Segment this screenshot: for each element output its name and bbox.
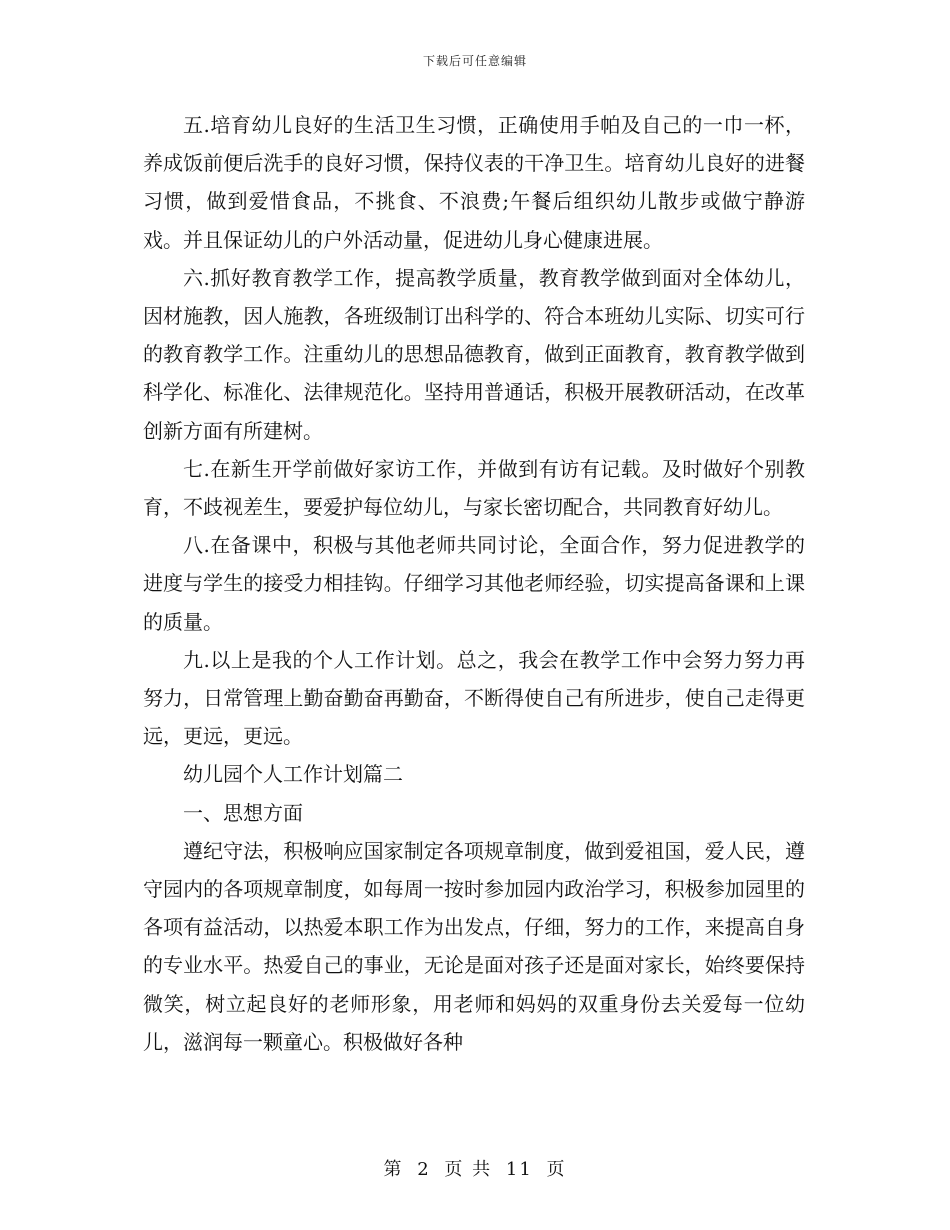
paragraph-6: 六.抓好教育教学工作，提高教学质量，教育教学做到面对全体幼儿，因材施教，因人施教，各班级制订出科学的、符合本班幼儿实际、切实可行的教育教学工作。注重幼儿的思想品德教育，做到正面教育，教育教学做到科学化、标准化、法律规范化。坚持用普通话，积极开展教研活动，在改革创新方面有所建树。 bbox=[143, 265, 805, 443]
footer-middle: 页 共 bbox=[444, 1159, 493, 1180]
section-title: 幼儿园个人工作计划篇二 bbox=[183, 762, 403, 787]
page-footer bbox=[0, 1155, 950, 1181]
paragraph-8: 八.在备课中，积极与其他老师共同讨论，全面合作，努力促进教学的进度与学生的接受力相挂钩。仔细学习其他老师经验，切实提高备课和上课的质量。 bbox=[143, 533, 805, 634]
footer-suffix: 页 bbox=[546, 1159, 567, 1180]
paragraph-thought: 遵纪守法，积极响应国家制定各项规章制度，做到爱祖国，爱人民，遵守园内的各项规章制度，如每周一按时参加园内政治学习，积极参加园里的各项有益活动，以热爱本职工作为出发点，仔细，努力的工作，来提高自身的专业水平。热爱自己的事业，无论是面对孩子还是面对家长，始终要保持微笑，树立起良好的老师形象，用老师和妈妈的双重身份去关爱每一位幼儿，滋润每一颗童心。积极做好各种 bbox=[143, 838, 805, 1054]
paragraph-5: 五.培育幼儿良好的生活卫生习惯，正确使用手帕及自己的一巾一杯，养成饭前便后洗手的良好习惯，保持仪表的干净卫生。培育幼儿良好的进餐习惯，做到爱惜食品，不挑食、不浪费;午餐后组织幼儿散步或做宁静游戏。并且保证幼儿的户外活动量，促进幼儿身心健康进展。 bbox=[143, 113, 805, 252]
document-body bbox=[143, 106, 805, 1061]
paragraph-7: 七.在新生开学前做好家访工作，并做到有访有记载。及时做好个别教育，不歧视差生，要爱护每位幼儿，与家长密切配合，共同教育好幼儿。 bbox=[143, 456, 805, 520]
page-number: 2 bbox=[417, 1159, 431, 1180]
page-header: 下载后可任意编辑 bbox=[422, 54, 527, 68]
subsection-heading: 一、思想方面 bbox=[183, 800, 303, 825]
total-pages: 11 bbox=[505, 1159, 533, 1180]
paragraph-9: 九.以上是我的个人工作计划。总之，我会在教学工作中会努力努力再努力，日常管理上勤奋勤奋再勤奋，不断得使自己有所进步，使自己走得更远，更远，更远。 bbox=[143, 647, 805, 749]
footer-prefix: 第 bbox=[383, 1159, 404, 1180]
